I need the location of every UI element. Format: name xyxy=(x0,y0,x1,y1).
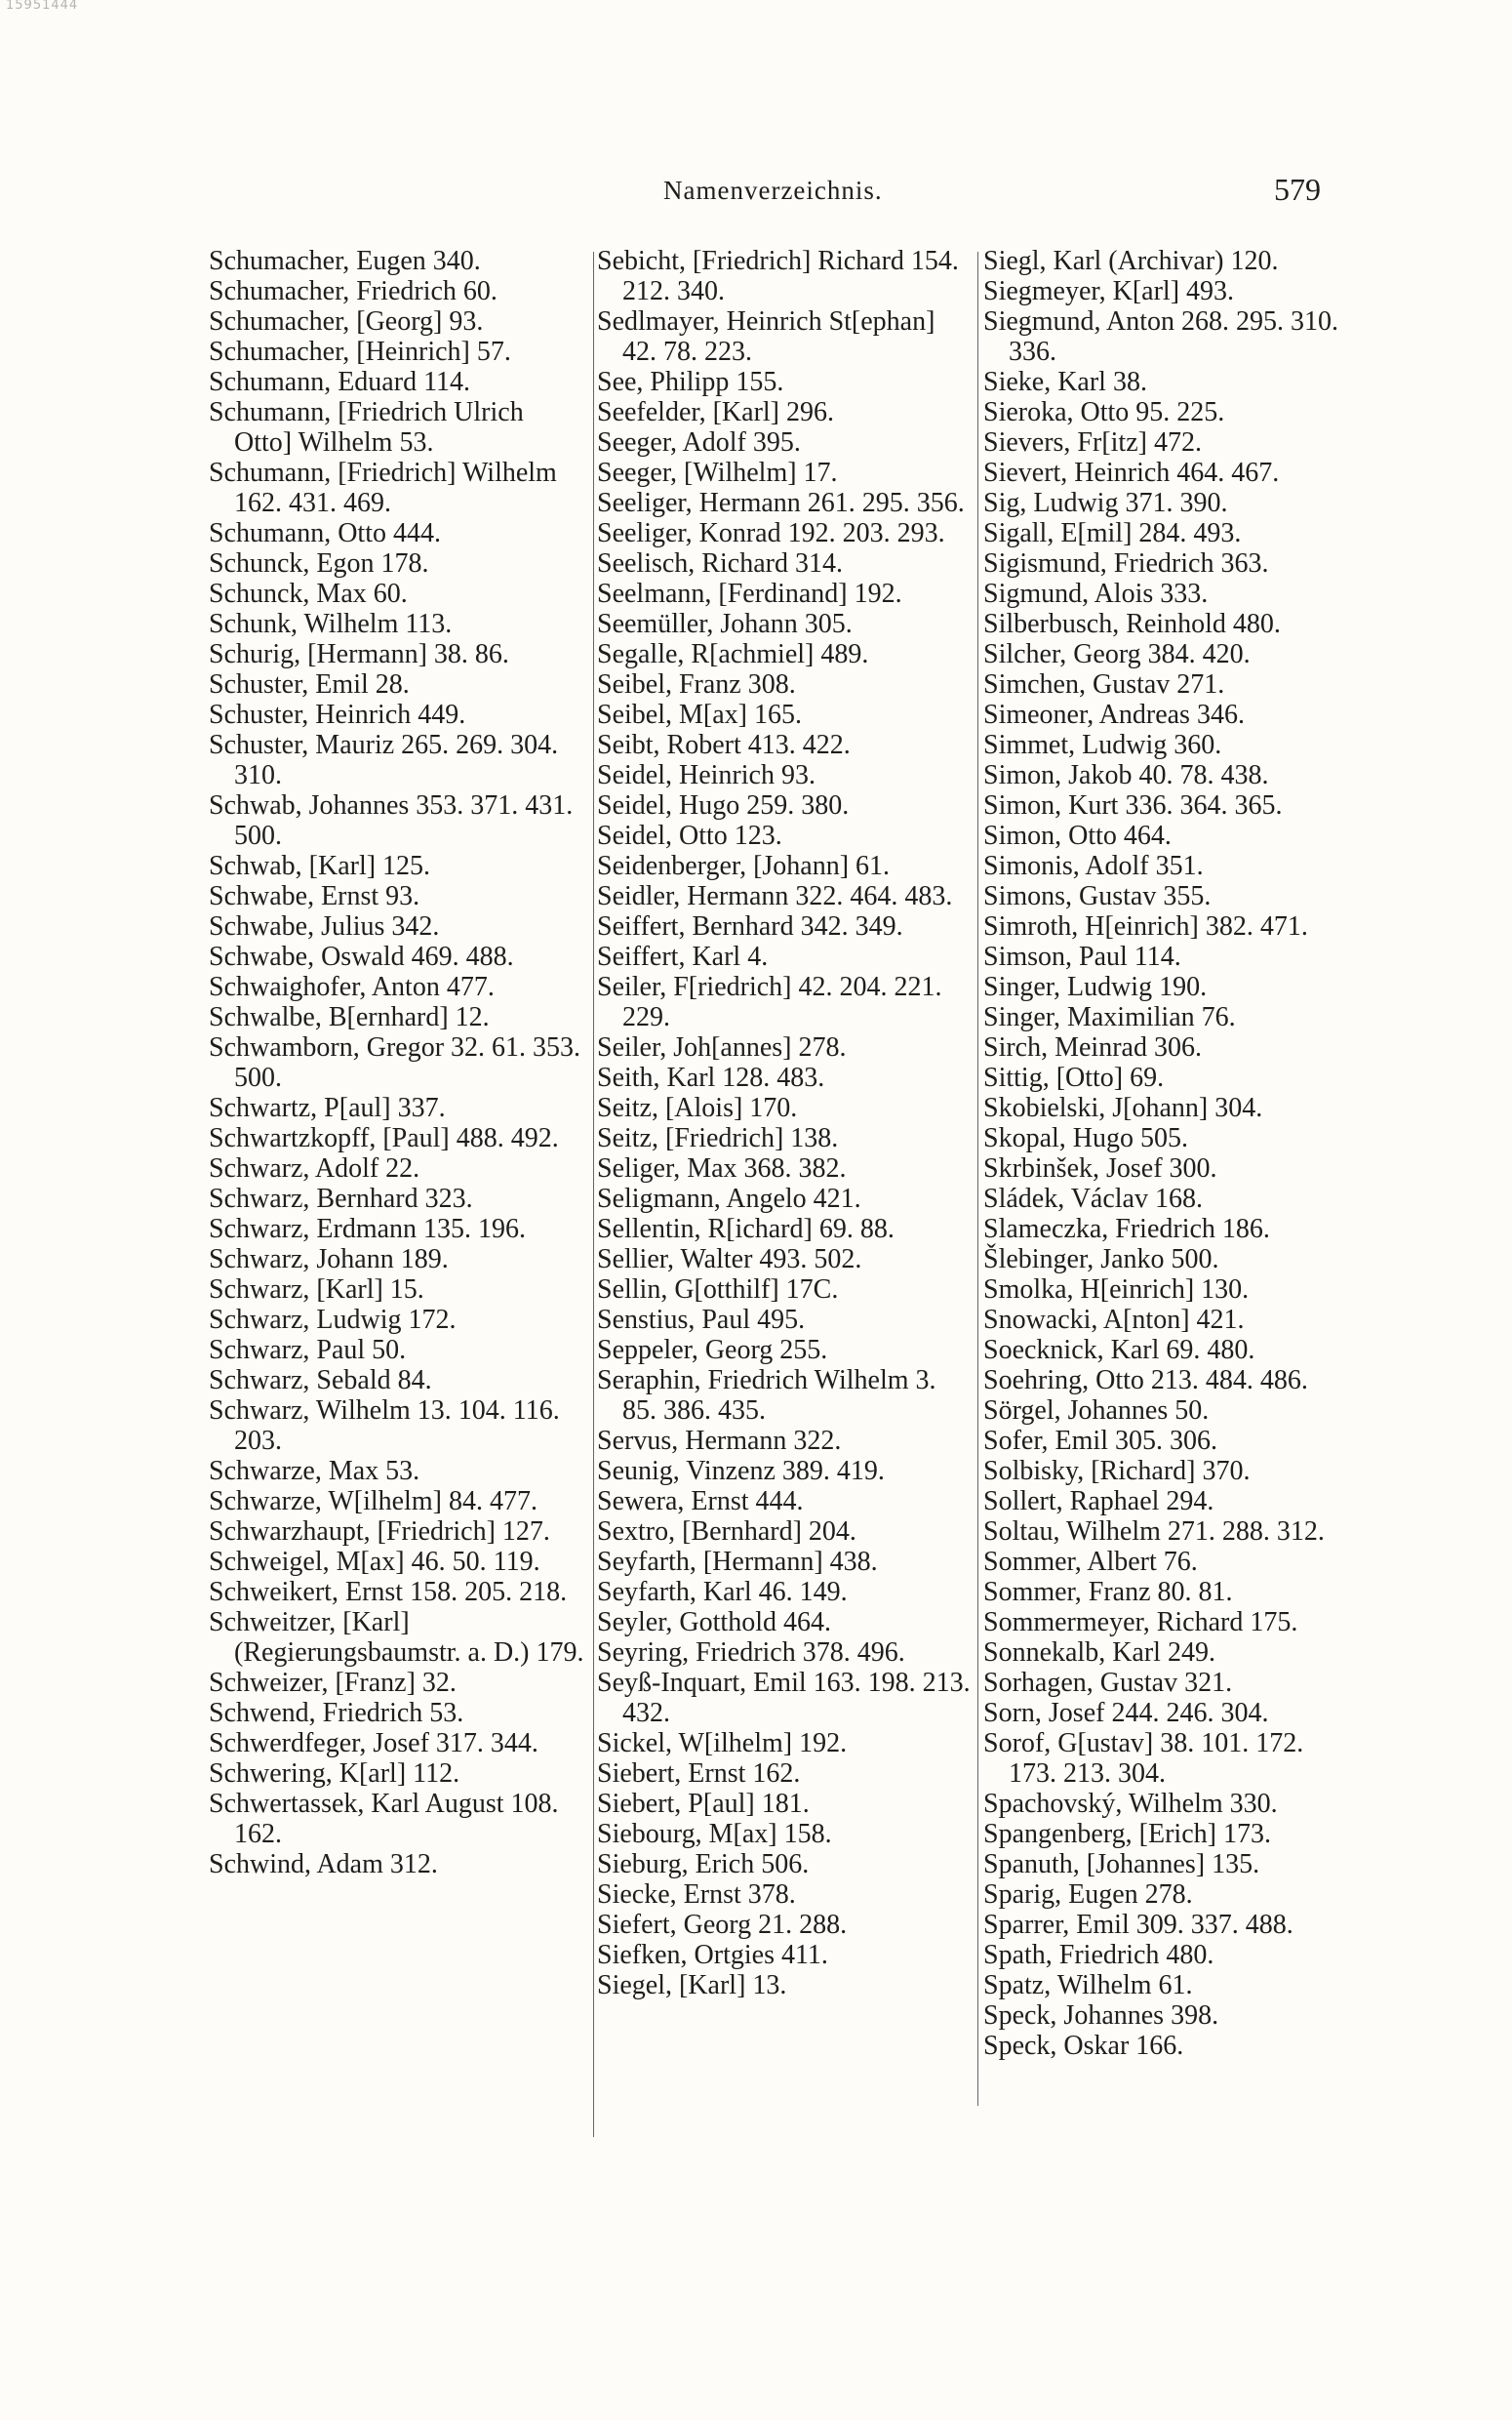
index-entry: Sládek, Václav 168. xyxy=(983,1184,1203,1214)
index-entry: Siegl, Karl (Archivar) 120. xyxy=(983,246,1279,276)
index-entry: Sievert, Heinrich 464. 467. xyxy=(983,458,1280,488)
index-entry: Schumacher, [Georg] 93. xyxy=(209,306,484,337)
index-entry: Sieburg, Erich 506. xyxy=(597,1849,810,1879)
index-entry: Sigall, E[mil] 284. 493. xyxy=(983,518,1242,548)
index-entry: Seeger, Adolf 395. xyxy=(597,427,801,458)
index-entry: Siegmund, Anton 268. 295. 310. 336. xyxy=(983,306,1339,367)
index-entry: Sewera, Ernst 444. xyxy=(597,1486,804,1516)
index-entry: Seidler, Hermann 322. 464. 483. xyxy=(597,881,953,911)
index-entry: Seibt, Robert 413. 422. xyxy=(597,730,851,760)
index-entry: Seemüller, Johann 305. xyxy=(597,609,853,639)
index-entry: Servus, Hermann 322. xyxy=(597,1426,842,1456)
index-entry: Sparig, Eugen 278. xyxy=(983,1879,1193,1910)
index-entry: Simmet, Ludwig 360. xyxy=(983,730,1222,760)
index-entry: Schwarze, W[ilhelm] 84. 477. xyxy=(209,1486,537,1516)
index-entry: Sig, Ludwig 371. 390. xyxy=(983,488,1228,518)
index-entry: Schwarz, Adolf 22. xyxy=(209,1153,420,1184)
index-entry: Siebert, P[aul] 181. xyxy=(597,1789,810,1819)
index-entry: Sextro, [Bernhard] 204. xyxy=(597,1516,856,1547)
index-entry: Seyring, Friedrich 378. 496. xyxy=(597,1637,905,1668)
index-entry: Schumacher, Friedrich 60. xyxy=(209,276,497,306)
index-entry: Spachovský, Wilhelm 330. xyxy=(983,1789,1278,1819)
index-entry: Sorn, Josef 244. 246. 304. xyxy=(983,1698,1269,1728)
index-entry: Seidel, Otto 123. xyxy=(597,821,782,851)
index-entry: Siebert, Ernst 162. xyxy=(597,1758,801,1789)
index-entry: Schuster, Heinrich 449. xyxy=(209,700,466,730)
index-entry: Schwarze, Max 53. xyxy=(209,1456,420,1486)
index-entry: Sommermeyer, Richard 175. xyxy=(983,1607,1298,1637)
index-entry: Sieke, Karl 38. xyxy=(983,367,1147,397)
index-entry: Sigismund, Friedrich 363. xyxy=(983,548,1269,579)
index-entry: Soehring, Otto 213. 484. 486. xyxy=(983,1365,1308,1395)
index-entry: Schwind, Adam 312. xyxy=(209,1849,438,1879)
index-entry: Sievers, Fr[itz] 472. xyxy=(983,427,1202,458)
index-entry: Schumann, Otto 444. xyxy=(209,518,441,548)
index-entry: Schwarz, Paul 50. xyxy=(209,1335,407,1365)
index-entry: Soltau, Wilhelm 271. 288. 312. xyxy=(983,1516,1325,1547)
index-entry: Simson, Paul 114. xyxy=(983,942,1181,972)
index-entry: Siefert, Georg 21. 288. xyxy=(597,1910,848,1940)
index-entry: Seefelder, [Karl] 296. xyxy=(597,397,834,427)
index-entry: Schwabe, Julius 342. xyxy=(209,911,440,942)
index-entry: Schunck, Max 60. xyxy=(209,579,408,609)
index-entry: Schunck, Egon 178. xyxy=(209,548,429,579)
index-entry: Spanuth, [Johannes] 135. xyxy=(983,1849,1260,1879)
index-entry: Sieroka, Otto 95. 225. xyxy=(983,397,1225,427)
index-entry: Simons, Gustav 355. xyxy=(983,881,1212,911)
index-entry: Schuster, Emil 28. xyxy=(209,669,410,700)
index-entry: Skrbinšek, Josef 300. xyxy=(983,1153,1217,1184)
index-entry: Schwarz, Johann 189. xyxy=(209,1244,449,1274)
index-entry: Sofer, Emil 305. 306. xyxy=(983,1426,1217,1456)
index-entry: Singer, Ludwig 190. xyxy=(983,972,1208,1002)
index-entry: Simon, Kurt 336. 364. 365. xyxy=(983,790,1283,821)
index-entry: Spath, Friedrich 480. xyxy=(983,1940,1214,1970)
index-entry: Seitz, [Alois] 170. xyxy=(597,1093,798,1123)
index-entry: Schwarz, Sebald 84. xyxy=(209,1365,432,1395)
index-entry: Sorhagen, Gustav 321. xyxy=(983,1668,1233,1698)
index-entry: Sebicht, [Friedrich] Richard 154. 212. 340. xyxy=(597,246,959,306)
index-entry: Simroth, H[einrich] 382. 471. xyxy=(983,911,1308,942)
index-entry: Seyfarth, [Hermann] 438. xyxy=(597,1547,878,1577)
index-entry: Šlebinger, Janko 500. xyxy=(983,1244,1219,1274)
index-entry: Singer, Maximilian 76. xyxy=(983,1002,1236,1032)
index-entry: Seyler, Gotthold 464. xyxy=(597,1607,831,1637)
index-entry: Sellin, G[otthilf] 17C. xyxy=(597,1274,839,1305)
index-entry: Sorof, G[ustav] 38. 101. 172. 173. 213. 304. xyxy=(983,1728,1304,1789)
index-entry: Solbisky, [Richard] 370. xyxy=(983,1456,1251,1486)
index-entry: Sommer, Franz 80. 81. xyxy=(983,1577,1233,1607)
index-entry: Seelisch, Richard 314. xyxy=(597,548,843,579)
index-entry: Seibel, M[ax] 165. xyxy=(597,700,802,730)
index-entry: Sittig, [Otto] 69. xyxy=(983,1063,1165,1093)
index-entry: Simonis, Adolf 351. xyxy=(983,851,1204,881)
index-entry: Slameczka, Friedrich 186. xyxy=(983,1214,1270,1244)
index-entry: Seibel, Franz 308. xyxy=(597,669,796,700)
page-number: 579 xyxy=(1274,172,1321,207)
index-entry: Sommer, Albert 76. xyxy=(983,1547,1198,1577)
index-entry: Sparrer, Emil 309. 337. 488. xyxy=(983,1910,1293,1940)
index-entry: Schwarz, Wilhelm 13. 104. 116. 203. xyxy=(209,1395,560,1456)
index-entry: Spatz, Wilhelm 61. xyxy=(983,1970,1193,2000)
index-entry: Seeliger, Hermann 261. 295. 356. xyxy=(597,488,965,518)
index-entry: Seelmann, [Ferdinand] 192. xyxy=(597,579,902,609)
index-entry: Sirch, Meinrad 306. xyxy=(983,1032,1202,1063)
index-entry: Seeger, [Wilhelm] 17. xyxy=(597,458,838,488)
index-entry: Schwend, Friedrich 53. xyxy=(209,1698,464,1728)
index-entry: Sickel, W[ilhelm] 192. xyxy=(597,1728,848,1758)
index-entry: Seiler, Joh[annes] 278. xyxy=(597,1032,847,1063)
index-entry: Schwarz, Ludwig 172. xyxy=(209,1305,457,1335)
index-entry: Seith, Karl 128. 483. xyxy=(597,1063,825,1093)
index-column-2 xyxy=(597,246,975,2000)
index-entry: Schwarzhaupt, [Friedrich] 127. xyxy=(209,1516,550,1547)
index-entry: Schweikert, Ernst 158. 205. 218. xyxy=(209,1577,568,1607)
index-entry: Sigmund, Alois 333. xyxy=(983,579,1209,609)
index-entry: Schumacher, Eugen 340. xyxy=(209,246,481,276)
index-entry: Seidel, Heinrich 93. xyxy=(597,760,816,790)
scan-id: 15951444 xyxy=(6,0,79,13)
index-entry: Sörgel, Johannes 50. xyxy=(983,1395,1210,1426)
index-entry: Schurig, [Hermann] 38. 86. xyxy=(209,639,509,669)
column-divider-2 xyxy=(977,252,978,2106)
index-entry: Seeliger, Konrad 192. 203. 293. xyxy=(597,518,945,548)
index-entry: Seraphin, Friedrich Wilhelm 3. 85. 386. 435. xyxy=(597,1365,936,1426)
index-entry: Silcher, Georg 384. 420. xyxy=(983,639,1251,669)
index-entry: Schwab, Johannes 353. 371. 431. 500. xyxy=(209,790,574,851)
index-entry: Speck, Oskar 166. xyxy=(983,2031,1184,2061)
index-entry: Seunig, Vinzenz 389. 419. xyxy=(597,1456,885,1486)
index-entry: Seliger, Max 368. 382. xyxy=(597,1153,847,1184)
index-entry: Schweigel, M[ax] 46. 50. 119. xyxy=(209,1547,540,1577)
index-entry: Seyß-Inquart, Emil 163. 198. 213. 432. xyxy=(597,1668,971,1728)
index-entry: Seligmann, Angelo 421. xyxy=(597,1184,861,1214)
index-entry: Sedlmayer, Heinrich St[ephan] 42. 78. 223. xyxy=(597,306,935,367)
index-entry: Schweitzer, [Karl] (Regierungsbaumstr. a. D.) 179. xyxy=(209,1607,584,1668)
index-entry: Simon, Otto 464. xyxy=(983,821,1172,851)
index-entry: Seitz, [Friedrich] 138. xyxy=(597,1123,839,1153)
index-entry: Schumann, [Friedrich Ulrich Otto] Wilhelm 53. xyxy=(209,397,524,458)
index-entry: Seidel, Hugo 259. 380. xyxy=(597,790,850,821)
index-entry: Schunk, Wilhelm 113. xyxy=(209,609,453,639)
index-entry: Schwabe, Ernst 93. xyxy=(209,881,420,911)
index-entry: Sollert, Raphael 294. xyxy=(983,1486,1214,1516)
index-entry: Speck, Johannes 398. xyxy=(983,2000,1219,2031)
index-entry: Schwarz, Bernhard 323. xyxy=(209,1184,473,1214)
index-entry: Seiffert, Bernhard 342. 349. xyxy=(597,911,903,942)
index-entry: Seiler, F[riedrich] 42. 204. 221. 229. xyxy=(597,972,942,1032)
index-entry: Schumann, [Friedrich] Wilhelm 162. 431. 469. xyxy=(209,458,557,518)
index-entry: Schwartzkopff, [Paul] 488. 492. xyxy=(209,1123,559,1153)
index-entry: Schwerdfeger, Josef 317. 344. xyxy=(209,1728,538,1758)
index-entry: Simchen, Gustav 271. xyxy=(983,669,1225,700)
index-column-3 xyxy=(983,246,1344,2061)
index-entry: Sonnekalb, Karl 249. xyxy=(983,1637,1215,1668)
index-entry: Schwamborn, Gregor 32. 61. 353. 500. xyxy=(209,1032,581,1093)
index-entry: Seyfarth, Karl 46. 149. xyxy=(597,1577,848,1607)
index-entry: Siecke, Ernst 378. xyxy=(597,1879,796,1910)
index-entry: Schuster, Mauriz 265. 269. 304. 310. xyxy=(209,730,559,790)
index-entry: Schwarz, Erdmann 135. 196. xyxy=(209,1214,527,1244)
index-entry: Smolka, H[einrich] 130. xyxy=(983,1274,1250,1305)
index-entry: Silberbusch, Reinhold 480. xyxy=(983,609,1281,639)
index-entry: Simeoner, Andreas 346. xyxy=(983,700,1245,730)
index-entry: Sellier, Walter 493. 502. xyxy=(597,1244,862,1274)
index-entry: Schwaighofer, Anton 477. xyxy=(209,972,495,1002)
column-divider-1 xyxy=(593,252,594,2137)
index-entry: Seiffert, Karl 4. xyxy=(597,942,769,972)
index-entry: Senstius, Paul 495. xyxy=(597,1305,806,1335)
index-entry: Schwab, [Karl] 125. xyxy=(209,851,431,881)
index-entry: Schwabe, Oswald 469. 488. xyxy=(209,942,514,972)
index-entry: Schwertassek, Karl August 108. 162. xyxy=(209,1789,559,1849)
index-entry: Siegel, [Karl] 13. xyxy=(597,1970,787,2000)
index-entry: Schwartz, P[aul] 337. xyxy=(209,1093,446,1123)
index-entry: Skobielski, J[ohann] 304. xyxy=(983,1093,1263,1123)
index-entry: Siebourg, M[ax] 158. xyxy=(597,1819,832,1849)
index-entry: Schwarz, [Karl] 15. xyxy=(209,1274,424,1305)
index-entry: Schwalbe, B[ernhard] 12. xyxy=(209,1002,490,1032)
index-entry: Spangenberg, [Erich] 173. xyxy=(983,1819,1271,1849)
page-header-title: Namenverzeichnis. xyxy=(663,176,883,205)
index-entry: Schumann, Eduard 114. xyxy=(209,367,471,397)
index-entry: Simon, Jakob 40. 78. 438. xyxy=(983,760,1269,790)
index-entry: Soecknick, Karl 69. 480. xyxy=(983,1335,1255,1365)
index-entry: Seidenberger, [Johann] 61. xyxy=(597,851,891,881)
index-entry: Schweizer, [Franz] 32. xyxy=(209,1668,457,1698)
index-entry: Sellentin, R[ichard] 69. 88. xyxy=(597,1214,895,1244)
index-entry: Siegmeyer, K[arl] 493. xyxy=(983,276,1235,306)
index-entry: See, Philipp 155. xyxy=(597,367,784,397)
index-entry: Snowacki, A[nton] 421. xyxy=(983,1305,1245,1335)
index-entry: Siefken, Ortgies 411. xyxy=(597,1940,828,1970)
index-entry: Schwering, K[arl] 112. xyxy=(209,1758,460,1789)
index-column-1 xyxy=(209,246,584,1879)
index-entry: Seppeler, Georg 255. xyxy=(597,1335,828,1365)
index-entry: Schumacher, [Heinrich] 57. xyxy=(209,337,511,367)
index-entry: Skopal, Hugo 505. xyxy=(983,1123,1188,1153)
index-entry: Segalle, R[achmiel] 489. xyxy=(597,639,869,669)
